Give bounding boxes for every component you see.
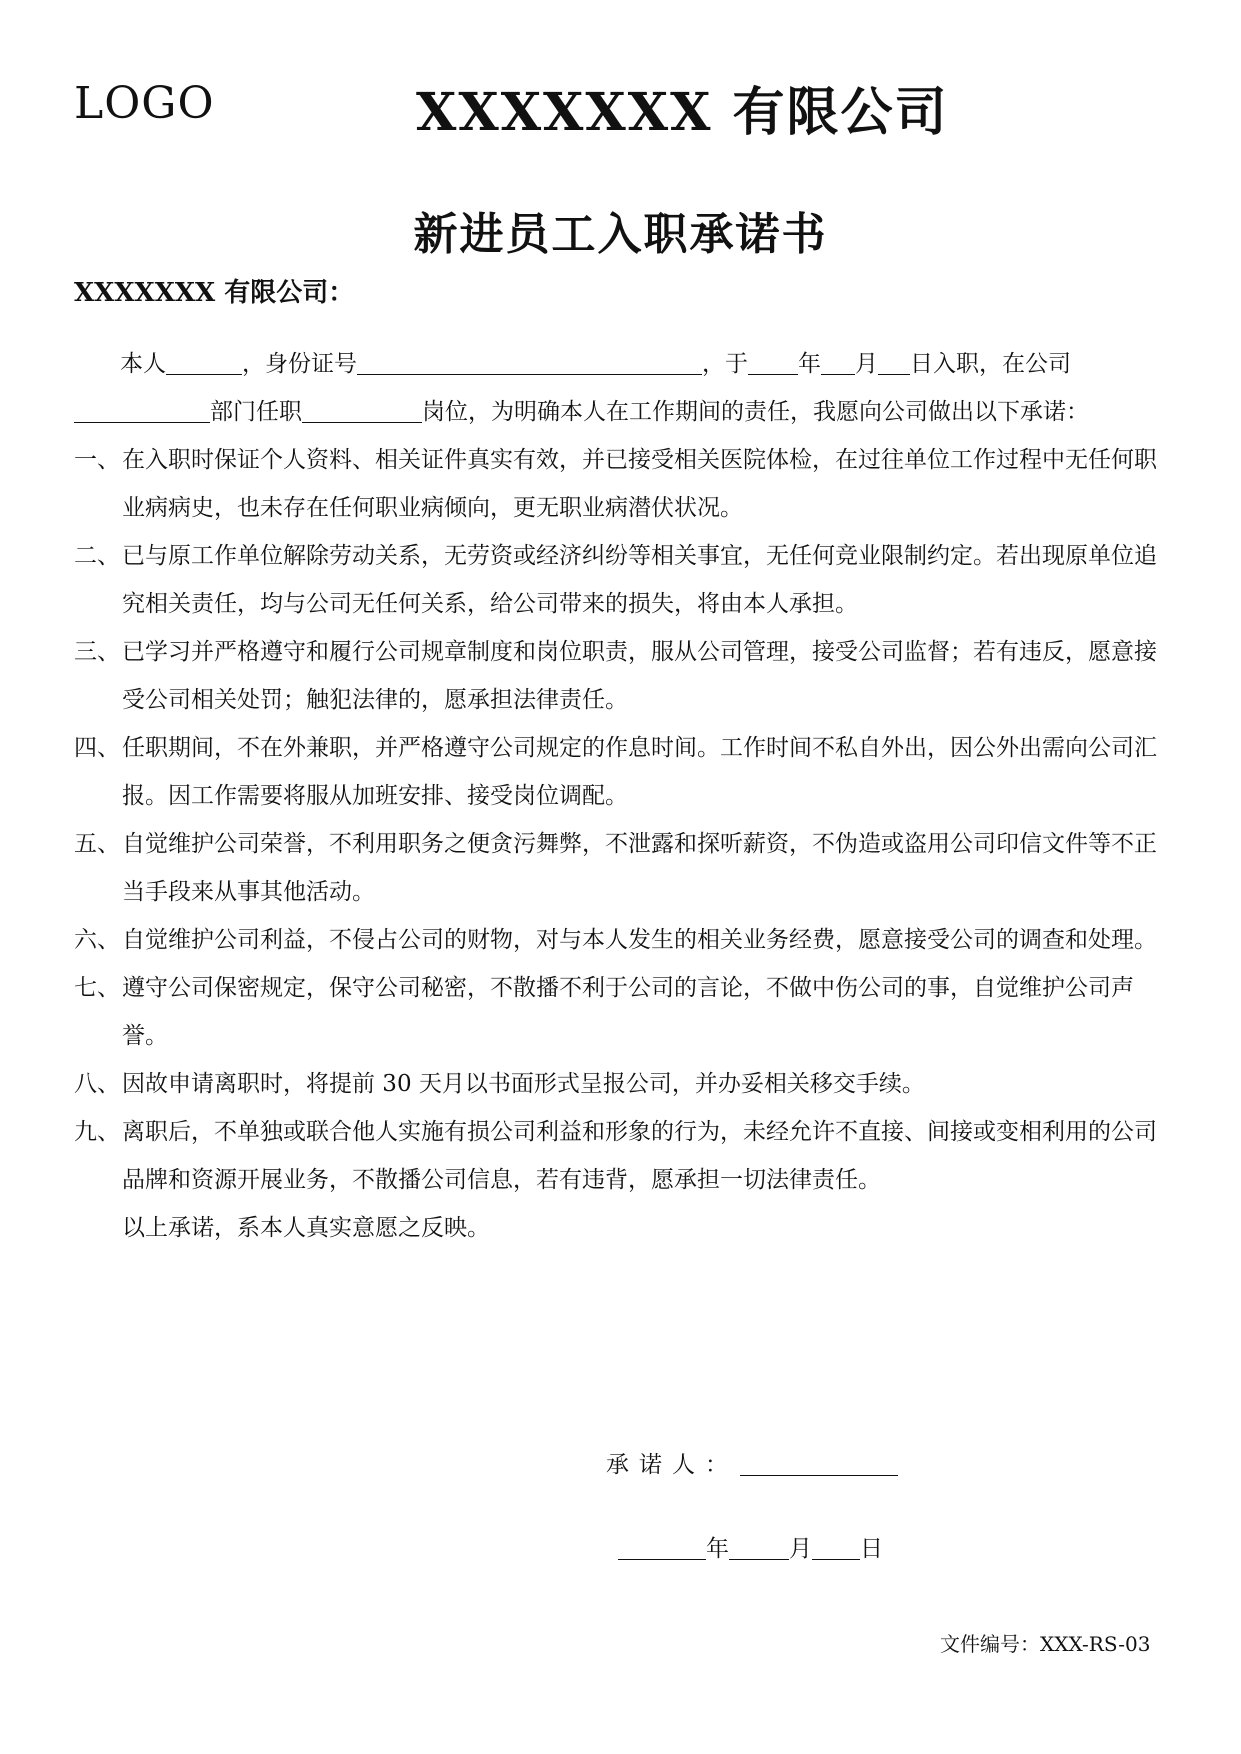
item-number: 四、	[74, 735, 120, 761]
intro-text: 日入职，在公司	[910, 351, 1071, 377]
document-number: 文件编号：XXX-RS-03	[940, 1632, 1151, 1656]
list-item	[74, 436, 1169, 532]
list-item	[74, 916, 1169, 964]
item-text: 已与原工作单位解除劳动关系，无劳资或经济纠纷等相关事宜，无任何竞业限制约定。若出现原单位追究相关责任，均与公司无任何关系，给公司带来的损失，将由本人承担。	[122, 543, 1157, 617]
intro-text: 本人	[120, 351, 166, 377]
item-number: 一、	[74, 447, 120, 473]
signature-blank	[740, 1449, 898, 1476]
list-item	[74, 724, 1169, 820]
document-body	[74, 340, 1169, 1252]
item-text: 在入职时保证个人资料、相关证件真实有效，并已接受相关医院体检，在过往单位工作过程中无任何职业病病史，也未存在任何职业病倾向，更无职业病潜伏状况。	[122, 447, 1157, 521]
item-text: 遵守公司保密规定，保守公司秘密，不散播不利于公司的言论，不做中伤公司的事，自觉维护公司声誉。	[122, 975, 1134, 1049]
list-item	[74, 820, 1169, 916]
logo-placeholder: LOGO	[74, 78, 215, 129]
date-label: 年	[706, 1536, 729, 1562]
intro-text: 岗位，为明确本人在工作期间的责任，我愿向公司做出以下承诺：	[422, 399, 1089, 425]
item-number: 八、	[74, 1071, 120, 1097]
intro-text: 部门任职	[210, 399, 302, 425]
item-number: 九、	[74, 1119, 120, 1145]
company-name: XXXXXXX 有限公司	[416, 82, 949, 143]
list-item	[74, 628, 1169, 724]
list-item	[74, 964, 1169, 1060]
intro-text: 月	[855, 351, 878, 377]
signature-line	[606, 1446, 898, 1479]
date-label: 月	[789, 1536, 812, 1562]
item-number: 七、	[74, 975, 120, 1001]
item-text: 因故申请离职时，将提前 30 天月以书面形式呈报公司，并办妥相关移交手续。	[122, 1071, 925, 1097]
addressee: XXXXXXX 有限公司：	[74, 278, 355, 308]
signature-date	[618, 1530, 883, 1563]
item-text: 任职期间，不在外兼职，并严格遵守公司规定的作息时间。工作时间不私自外出，因公外出需向公司汇报。因工作需要将服从加班安排、接受岗位调配。	[122, 735, 1157, 809]
intro-text: ，于	[702, 351, 748, 377]
item-number: 二、	[74, 543, 120, 569]
intro-text: ，身份证号	[242, 351, 357, 377]
header	[74, 70, 1167, 143]
name-blank	[166, 348, 242, 375]
entry-year-blank	[748, 348, 798, 375]
commitment-list	[74, 436, 1169, 1204]
position-blank	[302, 396, 422, 423]
entry-month-blank	[821, 348, 855, 375]
list-item	[74, 1108, 1169, 1204]
signature-label: 承诺人：	[606, 1452, 738, 1478]
sign-day-blank	[812, 1533, 860, 1560]
item-text: 自觉维护公司荣誉，不利用职务之便贪污舞弊，不泄露和探听薪资，不伪造或盗用公司印信文件等不正当手段来从事其他活动。	[122, 831, 1157, 905]
entry-day-blank	[878, 348, 910, 375]
item-number: 五、	[74, 831, 120, 857]
date-label: 日	[860, 1536, 883, 1562]
item-number: 三、	[74, 639, 120, 665]
sign-month-blank	[729, 1533, 789, 1560]
intro-paragraph	[74, 340, 1169, 436]
intro-text: 年	[798, 351, 821, 377]
closing-statement: 以上承诺，系本人真实意愿之反映。	[122, 1215, 490, 1241]
department-blank	[74, 396, 210, 423]
item-text: 已学习并严格遵守和履行公司规章制度和岗位职责，服从公司管理，接受公司监督；若有违反，愿意接受公司相关处罚；触犯法律的，愿承担法律责任。	[122, 639, 1157, 713]
item-text: 离职后，不单独或联合他人实施有损公司利益和形象的行为，未经允许不直接、间接或变相利用的公司品牌和资源开展业务，不散播公司信息，若有违背，愿承担一切法律责任。	[122, 1119, 1157, 1193]
id-number-blank	[357, 348, 702, 375]
item-text: 自觉维护公司利益，不侵占公司的财物，对与本人发生的相关业务经费，愿意接受公司的调查和处理。	[122, 927, 1157, 953]
sign-year-blank	[618, 1533, 706, 1560]
list-item	[74, 532, 1169, 628]
document-title: 新进员工入职承诺书	[413, 209, 828, 260]
item-number: 六、	[74, 927, 120, 953]
list-item	[74, 1060, 1169, 1108]
